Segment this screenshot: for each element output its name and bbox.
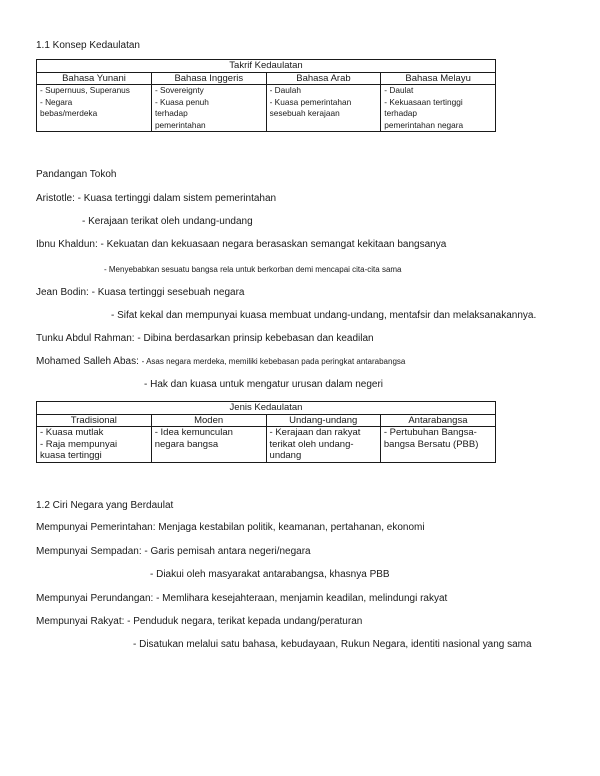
table-cell: - Sovereignty - Kuasa penuh terhadap pemerintahan <box>151 85 266 132</box>
salleh-label: Mohamed Salleh Abas: <box>36 356 139 367</box>
column-header: Bahasa Arab <box>266 72 381 85</box>
jenis-kedaulatan-table <box>36 401 496 463</box>
sempadan-line-1: Mempunyai Sempadan: - Garis pemisah antara negeri/negara <box>36 546 311 557</box>
column-header: Bahasa Inggeris <box>151 72 266 85</box>
takrif-kedaulatan-table <box>36 59 496 132</box>
table-cell: - Kuasa mutlak - Raja mempunyai kuasa tertinggi <box>37 427 152 463</box>
table-cell: - Supernuus, Superanus - Negara bebas/merdeka <box>37 85 152 132</box>
rakyat-line-2: - Disatukan melalui satu bahasa, kebudayaan, Rukun Negara, identiti nasional yang sama <box>133 639 532 650</box>
table-cell: - Daulah - Kuasa pemerintahan sesebuah kerajaan <box>266 85 381 132</box>
pandangan-tokoh-heading: Pandangan Tokoh <box>36 169 117 180</box>
table-cell: - Pertubuhan Bangsa- bangsa Bersatu (PBB) <box>380 427 495 463</box>
khaldun-line-2: - Menyebabkan sesuatu bangsa rela untuk berkorban demi mencapai cita-cita sama <box>104 265 402 274</box>
aristotle-line-2: - Kerajaan terikat oleh undang-undang <box>82 216 253 227</box>
column-header: Undang-undang <box>266 414 380 427</box>
rakyat-line-1: Mempunyai Rakyat: - Penduduk negara, terikat kepada undang/peraturan <box>36 616 363 627</box>
bodin-line-1: Jean Bodin: - Kuasa tertinggi sesebuah negara <box>36 287 245 298</box>
salleh-text: - Asas negara merdeka, memiliki kebebasan pada peringkat antarabangsa <box>141 357 406 366</box>
pemerintahan-line: Mempunyai Pemerintahan: Menjaga kestabilan politik, keamanan, pertahanan, ekonomi <box>36 522 425 533</box>
salleh-line-2: - Hak dan kuasa untuk mengatur urusan dalam negeri <box>144 379 384 390</box>
column-header: Antarabangsa <box>380 414 495 427</box>
column-header: Bahasa Melayu <box>381 72 496 85</box>
aristotle-line-1: Aristotle: - Kuasa tertinggi dalam sistem pemerintahan <box>36 193 277 204</box>
perundangan-line: Mempunyai Perundangan: - Memlihara kesejahteraan, menjamin keadilan, melindungi rakyat <box>36 593 448 604</box>
table-title: Jenis Kedaulatan <box>37 402 496 415</box>
section-2-heading: 1.2 Ciri Negara yang Berdaulat <box>36 500 174 511</box>
section-1-heading: 1.1 Konsep Kedaulatan <box>36 40 140 51</box>
khaldun-line-1: Ibnu Khaldun: - Kekuatan dan kekuasaan negara berasaskan semangat kekitaan bangsanya <box>36 239 447 250</box>
sempadan-line-2: - Diakui oleh masyarakat antarabangsa, khasnya PBB <box>150 569 390 580</box>
bodin-line-2: - Sifat kekal dan mempunyai kuasa membuat undang-undang, mentafsir dan melaksanakannya. <box>111 310 537 321</box>
salleh-line-1 <box>36 355 405 368</box>
tunku-line: Tunku Abdul Rahman: - Dibina berdasarkan prinsip kebebasan dan keadilan <box>36 333 374 344</box>
column-header: Tradisional <box>37 414 152 427</box>
table-cell: - Daulat - Kekuasaan tertinggi terhadap pemerintahan negara <box>381 85 496 132</box>
table-cell: - Kerajaan dan rakyat terikat oleh undang- undang <box>266 427 380 463</box>
table-title: Takrif Kedaulatan <box>37 60 496 73</box>
column-header: Bahasa Yunani <box>37 72 152 85</box>
column-header: Moden <box>151 414 266 427</box>
table-cell: - Idea kemunculan negara bangsa <box>151 427 266 463</box>
